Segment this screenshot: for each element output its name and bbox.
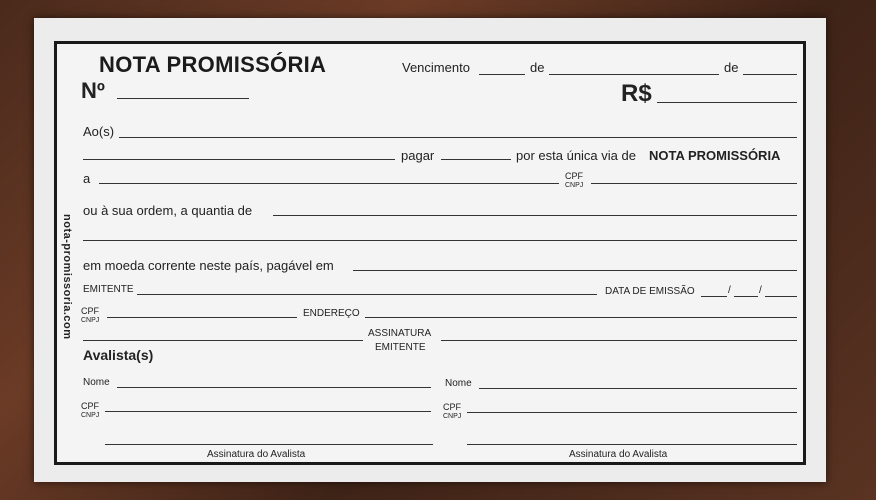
emitente-label: EMITENTE <box>83 284 134 295</box>
vencimento-day-field[interactable] <box>479 74 525 75</box>
data-emissao-day-field[interactable] <box>701 296 727 297</box>
cpf-cnpj-label-2: CPF CNPJ <box>81 306 100 324</box>
aos-label: Ao(s) <box>83 124 115 139</box>
favorecido-field[interactable] <box>99 183 559 184</box>
pagar-field[interactable] <box>441 159 511 160</box>
avalista-1-nome-field[interactable] <box>117 387 431 388</box>
valor-field[interactable] <box>657 102 797 103</box>
avalista-title: Avalista(s) <box>83 347 154 363</box>
date-slash-2: / <box>759 285 762 296</box>
side-website-text: nota-promissoria.com <box>61 214 73 340</box>
favorecido-cpf-field[interactable] <box>591 183 797 184</box>
data-emissao-label: DATA DE EMISSÃO <box>605 286 695 297</box>
assinatura-label-1: ASSINATURA <box>368 328 432 339</box>
aos-continuation-field[interactable] <box>83 159 395 160</box>
via-label: por esta única via de <box>516 148 636 163</box>
emitente-field[interactable] <box>137 294 597 295</box>
aos-field[interactable] <box>119 137 797 138</box>
numero-field[interactable] <box>117 98 249 99</box>
numero-label: Nº <box>81 78 105 103</box>
avalista-2-assinatura-label: Assinatura do Avalista <box>569 449 668 460</box>
quantia-continuation-field[interactable] <box>83 240 797 241</box>
de-label-2: de <box>724 60 739 75</box>
avalista-2-cpf-label: CPF CNPJ <box>443 402 462 420</box>
de-label-1: de <box>530 60 545 75</box>
emitente-cpf-field[interactable] <box>107 317 297 318</box>
vencimento-year-field[interactable] <box>743 74 797 75</box>
assinatura-emitente-field[interactable] <box>441 340 797 341</box>
moeda-label: em moeda corrente neste país, pagável em <box>83 258 334 273</box>
data-emissao-month-field[interactable] <box>734 296 758 297</box>
avalista-1-cpf-label: CPF CNPJ <box>81 401 100 419</box>
endereco-label: ENDEREÇO <box>303 308 360 319</box>
emitente-extra-field[interactable] <box>83 340 363 341</box>
valor-label: R$ <box>621 80 652 107</box>
data-emissao-year-field[interactable] <box>765 296 797 297</box>
avalista-2-nome-label: Nome <box>445 378 472 389</box>
note-frame <box>54 41 806 465</box>
vencimento-label: Vencimento <box>402 60 470 75</box>
via-bold-label: NOTA PROMISSÓRIA <box>649 148 781 163</box>
avalista-2-assinatura-field[interactable] <box>467 444 797 445</box>
avalista-1-nome-label: Nome <box>83 377 110 388</box>
avalista-2-cpf-field[interactable] <box>467 412 797 413</box>
quantia-field[interactable] <box>273 215 797 216</box>
vencimento-month-field[interactable] <box>549 74 719 75</box>
avalista-2-nome-field[interactable] <box>479 388 797 389</box>
note-title: NOTA PROMISSÓRIA <box>99 52 327 77</box>
avalista-1-assinatura-field[interactable] <box>105 444 433 445</box>
a-label: a <box>83 171 91 186</box>
ordem-label: ou à sua ordem, a quantia de <box>83 203 253 218</box>
pagar-label: pagar <box>401 148 435 163</box>
avalista-1-assinatura-label: Assinatura do Avalista <box>207 449 306 460</box>
promissory-note-paper <box>34 18 826 482</box>
cpf-cnpj-label-1: CPF CNPJ <box>565 171 584 189</box>
endereco-field[interactable] <box>365 317 797 318</box>
local-pagamento-field[interactable] <box>353 270 797 271</box>
date-slash-1: / <box>728 285 731 296</box>
assinatura-label-2: EMITENTE <box>375 342 426 353</box>
avalista-1-cpf-field[interactable] <box>105 411 431 412</box>
